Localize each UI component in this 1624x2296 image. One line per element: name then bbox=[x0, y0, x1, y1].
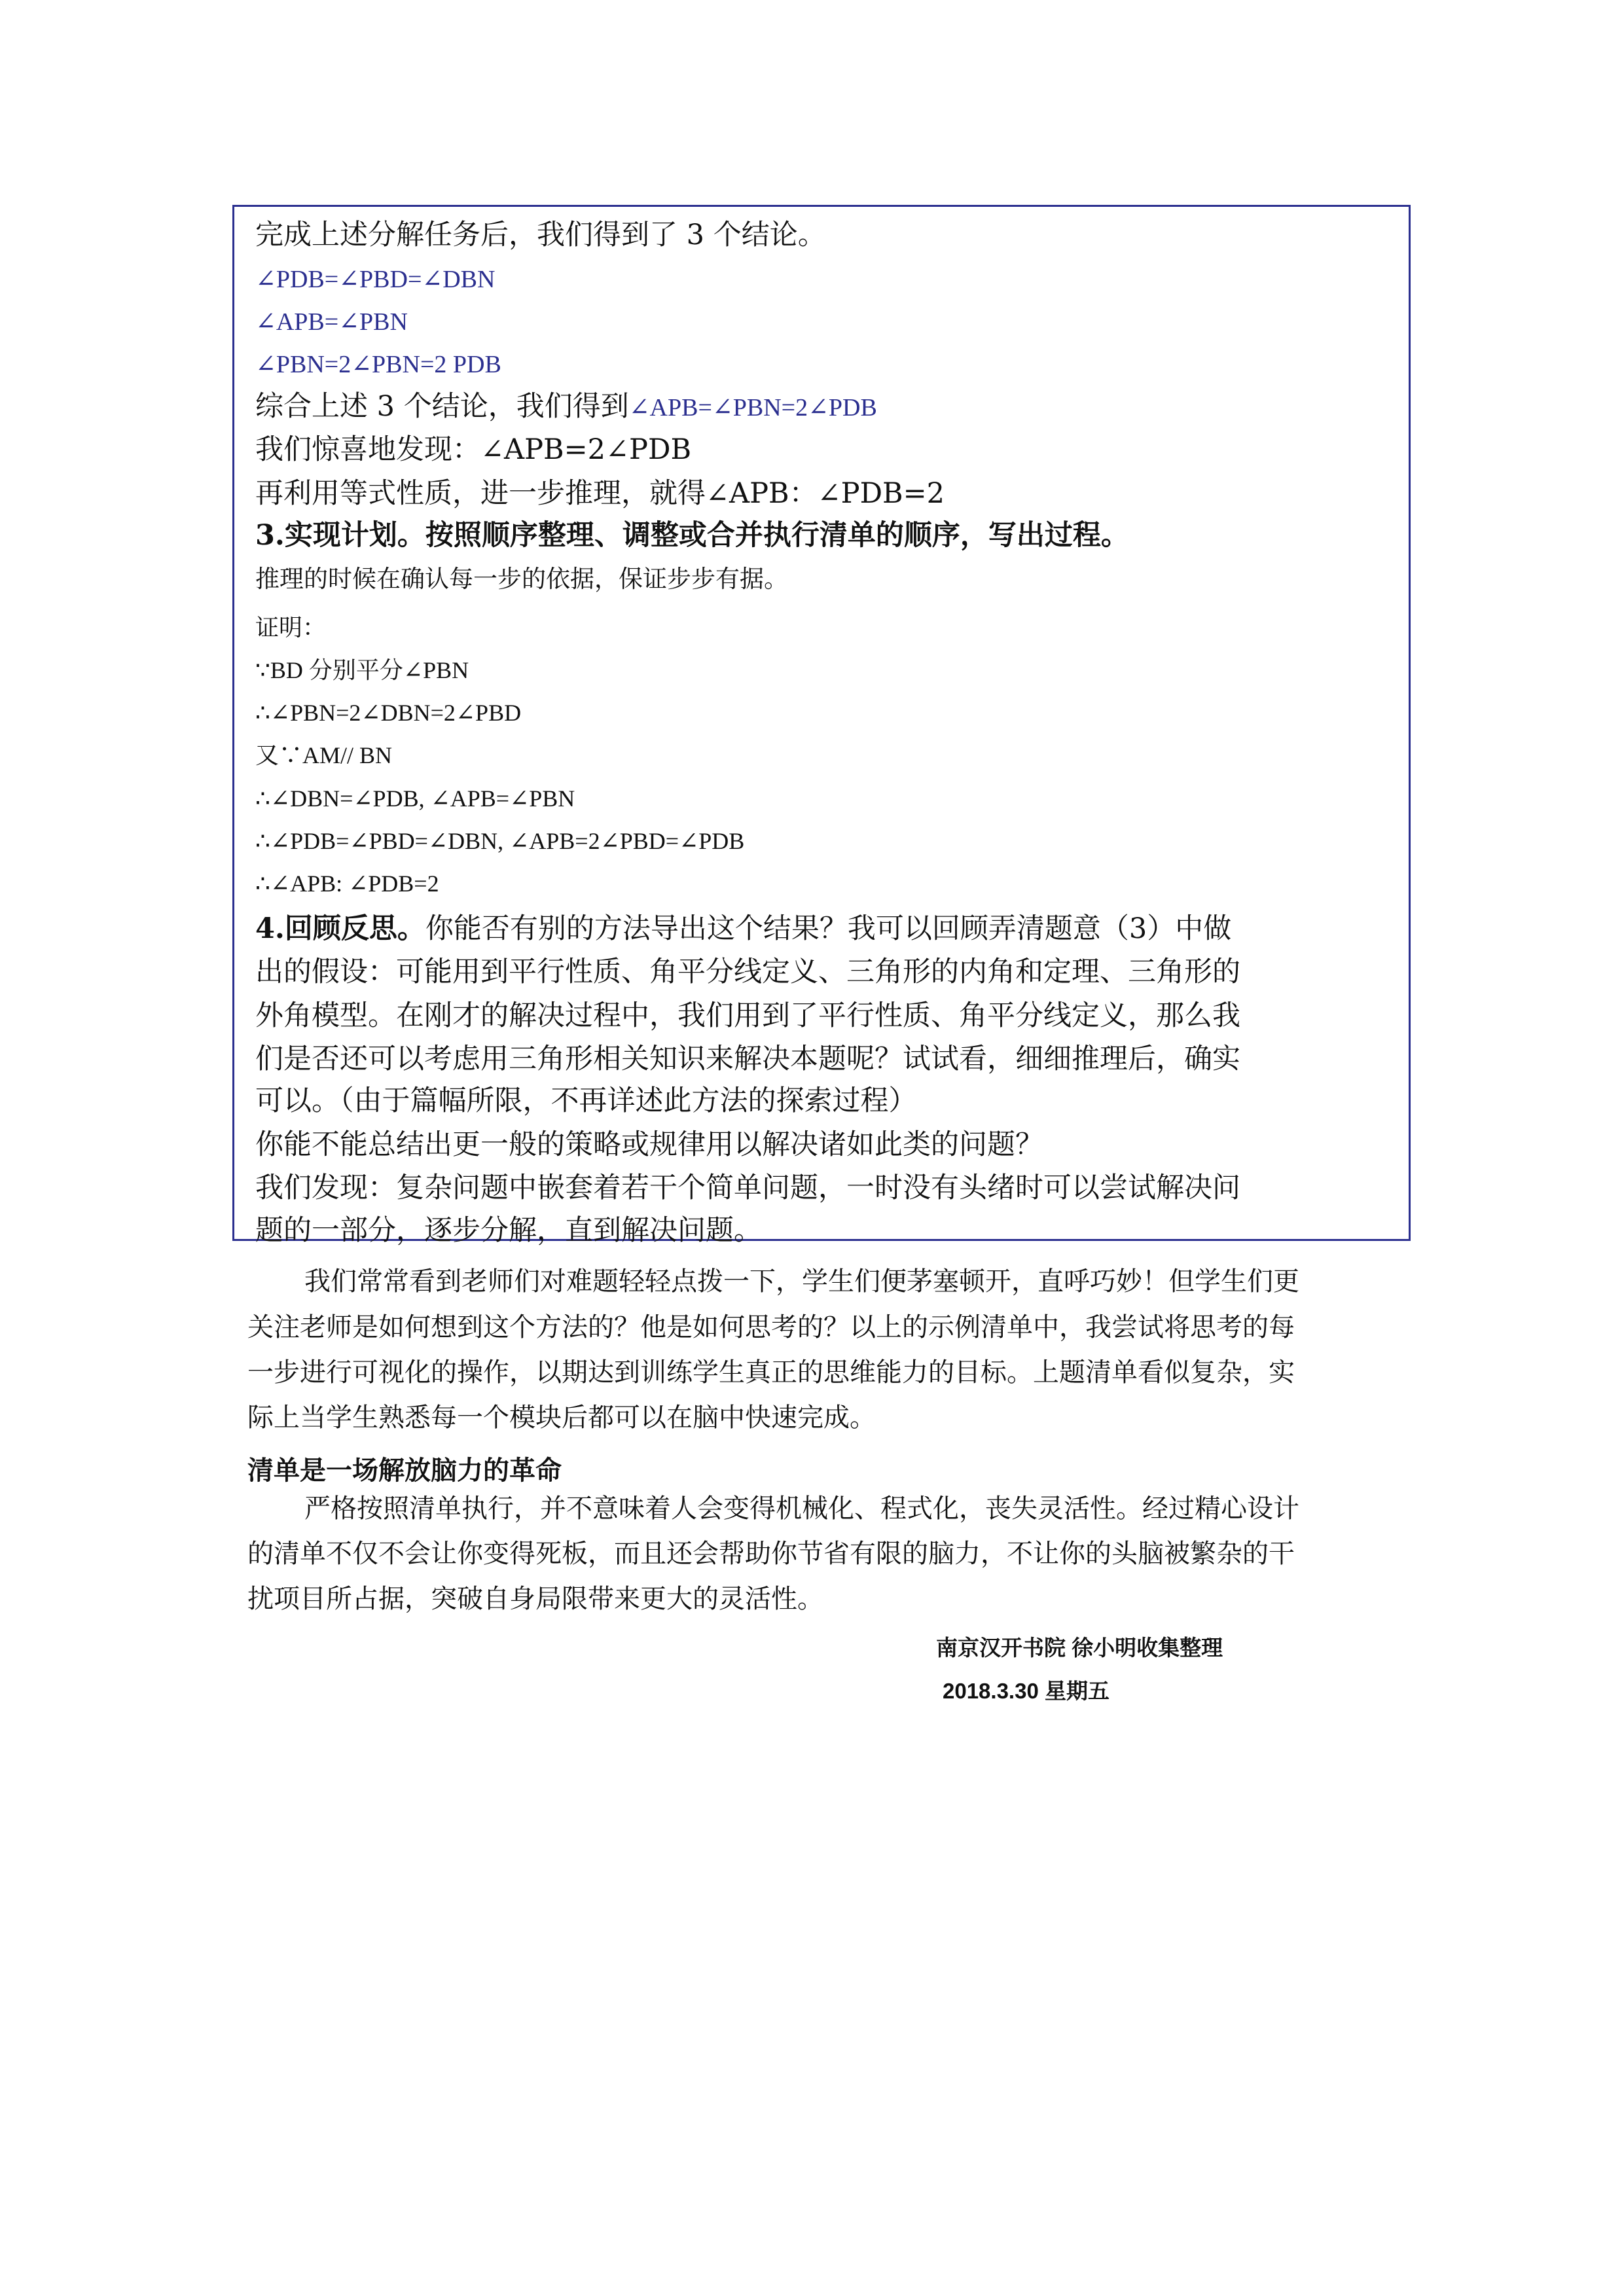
step4-line: 们是否还可以考虑用三角形相关知识来解决本题呢？试试看，细细推理后，确实 bbox=[255, 1043, 1240, 1075]
proof-line: ∴∠DBN=∠PDB, ∠APB=∠PBN bbox=[255, 785, 575, 812]
step4-line: 外角模型。在刚才的解决过程中，我们用到了平行性质、角平分线定义，那么我 bbox=[255, 999, 1240, 1032]
paragraph-1-line: 关注老师是如何想到这个方法的？他是如何思考的？以上的示例清单中，我尝试将思考的每 bbox=[247, 1312, 1295, 1342]
proof-line: ∵BD 分别平分∠PBN bbox=[255, 657, 469, 683]
step4-line: 我们发现：复杂问题中嵌套着若干个简单问题，一时没有头绪时可以尝试解决问 bbox=[255, 1172, 1240, 1204]
step4-line: 可以。（由于篇幅所限，不再详述此方法的探索过程） bbox=[255, 1085, 917, 1117]
date: 2018.3.30 星期五 bbox=[943, 1679, 1110, 1703]
conclusion-2: ∠APB=∠PBN bbox=[255, 308, 408, 336]
paragraph-2-line: 严格按照清单执行，并不意味着人会变得机械化、程式化，丧失灵活性。经过精心设计 bbox=[304, 1494, 1299, 1524]
proof-line: ∴∠PDB=∠PBD=∠DBN, ∠APB=2∠PBD=∠PDB bbox=[255, 828, 745, 854]
solution-box bbox=[232, 205, 1411, 1247]
conclusion-1: ∠PDB=∠PBD=∠DBN bbox=[255, 266, 496, 293]
step4-text: 你能否有别的方法导出这个结果？我可以回顾弄清题意（3）中做 bbox=[425, 912, 1232, 945]
step3-note: 推理的时候在确认每一步的依据，保证步步有据。 bbox=[255, 565, 788, 593]
paragraph-2-line: 的清单不仅不会让你变得死板，而且还会帮助你节省有限的脑力，不让你的头脑被繁杂的干 bbox=[247, 1539, 1295, 1569]
proof-label: 证明： bbox=[255, 615, 327, 641]
combine-formula: ∠APB=∠PBN=2∠PDB bbox=[628, 394, 877, 422]
paragraph-1-line: 我们常常看到老师们对难题轻轻点拨一下，学生们便茅塞顿开，直呼巧妙！但学生们更 bbox=[304, 1266, 1299, 1297]
paragraph-1-line: 一步进行可视化的操作，以期达到训练学生真正的思维能力的目标。上题清单看似复杂，实 bbox=[247, 1357, 1295, 1388]
step4-line: 题的一部分，逐步分解，直到解决问题。 bbox=[255, 1214, 762, 1247]
intro-line: 完成上述分解任务后，我们得到了 3 个结论。 bbox=[255, 219, 826, 251]
discover-line: 我们惊喜地发现：∠APB=2∠PDB bbox=[255, 433, 692, 466]
step4-line-1 bbox=[255, 912, 1232, 945]
conclusion-3: ∠PBN=2∠PBN=2 PDB bbox=[255, 351, 501, 378]
combine-line bbox=[255, 390, 877, 423]
combine-prefix: 综合上述 3 个结论，我们得到 bbox=[255, 390, 629, 423]
signature: 南京汉开书院 徐小明收集整理 bbox=[936, 1636, 1223, 1660]
paragraph-2-line: 扰项目所占据，突破自身局限带来更大的灵活性。 bbox=[247, 1584, 823, 1614]
proof-line: ∴∠APB: ∠PDB=2 bbox=[255, 870, 439, 897]
step4-line: 出的假设：可能用到平行性质、角平分线定义、三角形的内角和定理、三角形的 bbox=[255, 956, 1240, 988]
equality-line: 再利用等式性质，进一步推理，就得∠APB：∠PDB=2 bbox=[255, 477, 945, 510]
step3-title: 3.实现计划。按照顺序整理、调整或合并执行清单的顺序，写出过程。 bbox=[255, 519, 1129, 552]
proof-line: 又∵AM// BN bbox=[255, 742, 393, 768]
step4-line: 你能不能总结出更一般的策略或规律用以解决诸如此类的问题？ bbox=[255, 1128, 1043, 1161]
section-heading: 清单是一场解放脑力的革命 bbox=[247, 1456, 562, 1485]
paragraph-1-line: 际上当学生熟悉每一个模块后都可以在脑中快速完成。 bbox=[247, 1403, 876, 1433]
step4-title: 4.回顾反思。 bbox=[255, 912, 425, 945]
proof-line: ∴∠PBN=2∠DBN=2∠PBD bbox=[255, 700, 522, 726]
